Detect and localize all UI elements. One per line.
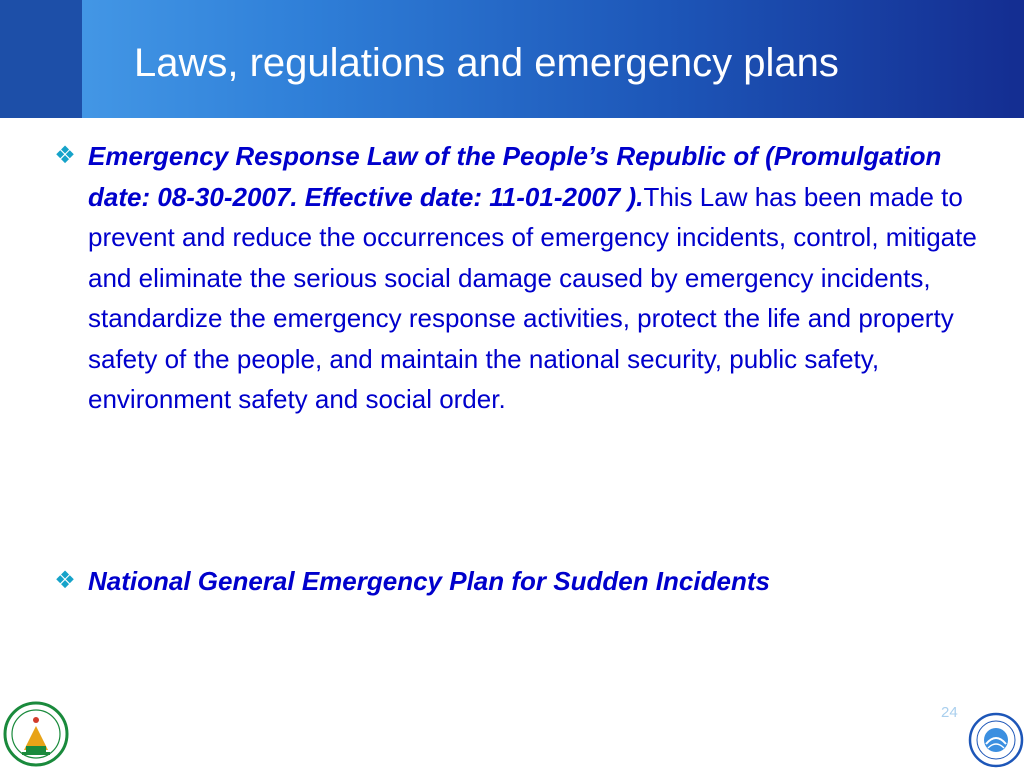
bullet-text: [88, 136, 988, 420]
law-title: Emergency Response Law of the People’s Republic of (Promulgation date: 08-30-2007. Effective date: 11-01-2007 ).: [88, 141, 942, 212]
plan-title: National General Emergency Plan for Sudden Incidents: [88, 566, 770, 596]
diamond-bullet-icon: ❖: [54, 142, 76, 169]
ndrcc-china-logo-icon: [0, 698, 72, 768]
page-number: 24: [941, 704, 958, 721]
slide-title: Laws, regulations and emergency plans: [134, 41, 839, 85]
law-description: This Law has been made to prevent and reduce the occurrences of emergency incidents, control, mitigate and eliminate the serious social damage caused by emergency incidents, standardize the emergency response activities, protect the life and property safety of the people, and maintain the national security, public safety, environment safety and social order.: [88, 181, 977, 414]
title-bar: [0, 0, 1024, 118]
organization-seal-icon: [964, 706, 1024, 768]
bullet-text: [88, 561, 988, 602]
diamond-bullet-icon: ❖: [54, 567, 76, 594]
title-bar-accent-block: [0, 0, 82, 118]
